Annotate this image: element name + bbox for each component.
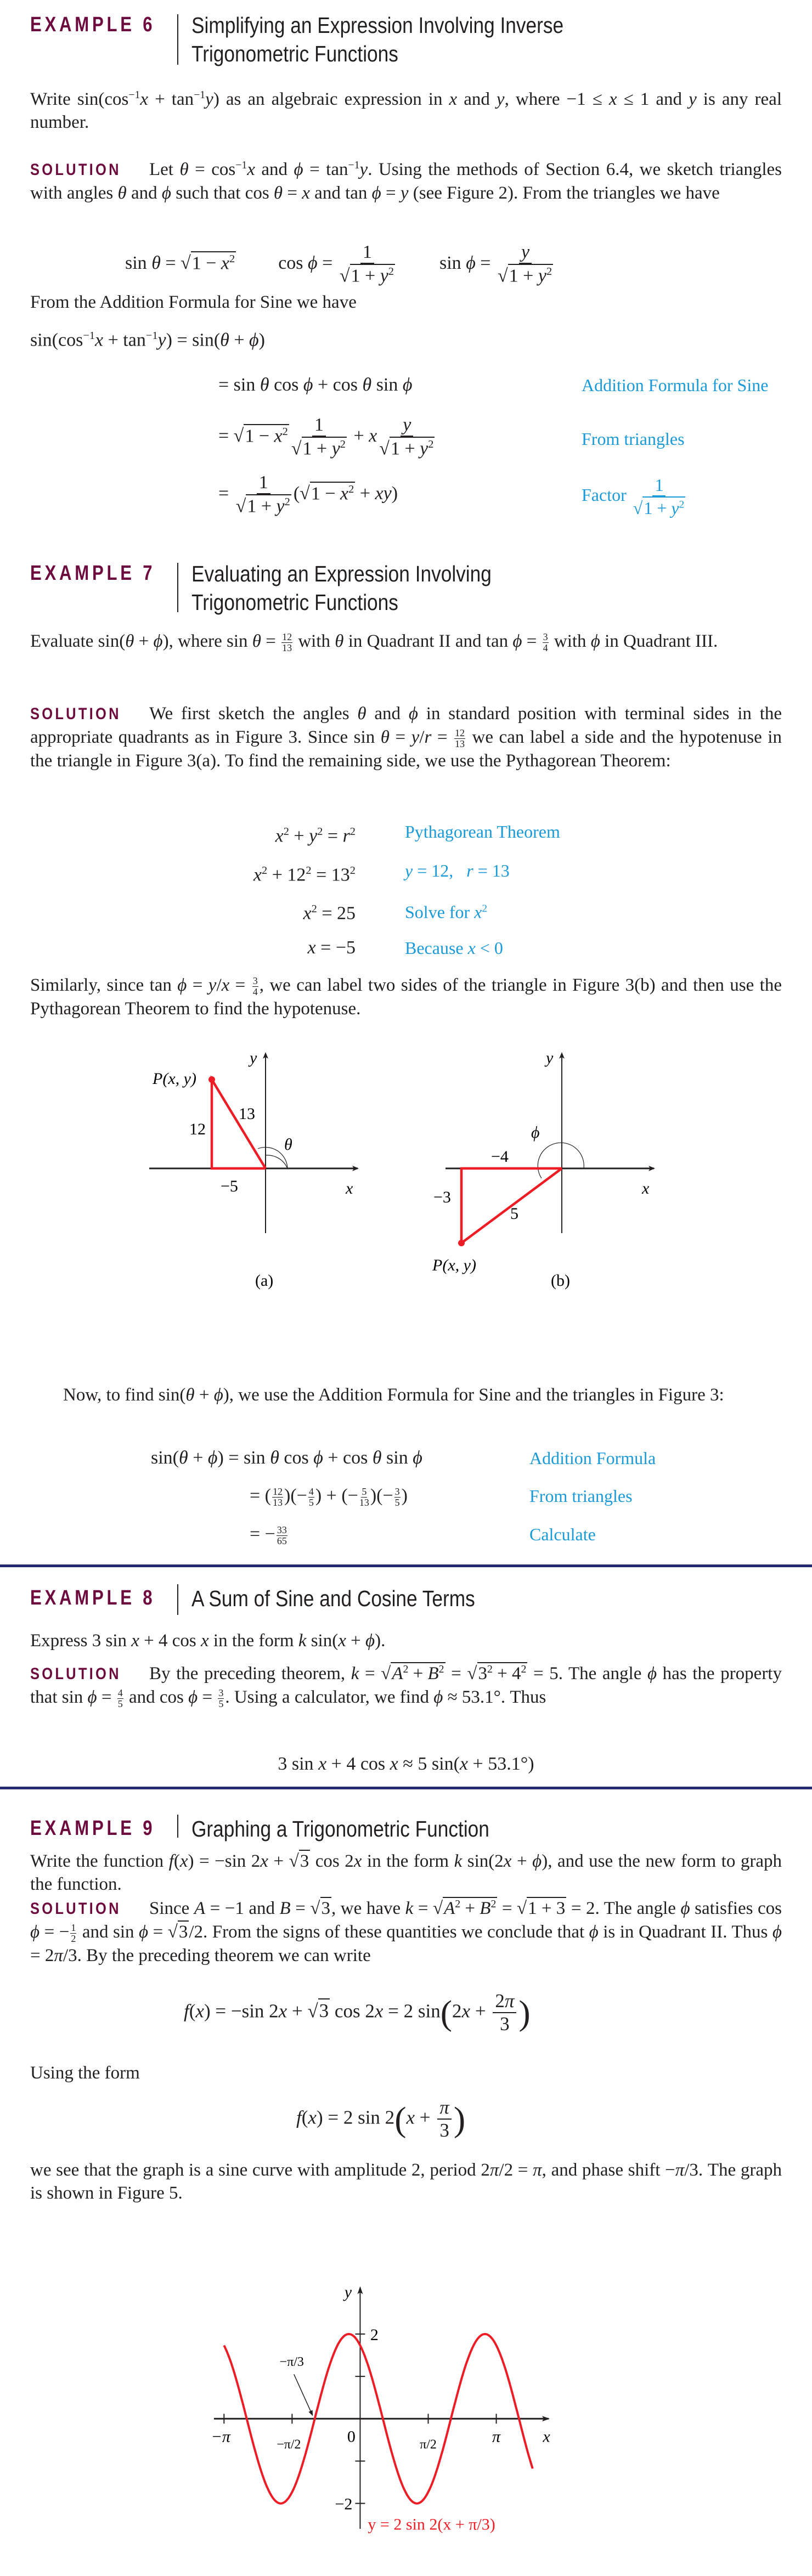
angle-phi-arc [538, 1143, 584, 1178]
side-neg3-label: −3 [433, 1188, 451, 1206]
example-7-header [30, 560, 540, 617]
example-9-label: EXAMPLE 9 [30, 1817, 156, 1840]
example-8-title: A Sum of Sine and Cosine Terms [191, 1586, 475, 1611]
x-axis-label: x [543, 2427, 550, 2446]
example-6-step-2: = $√1 - x^2$ $\frac{1}{√1 + y^2}$ + x $\frac{y}{√1 + y^2}$ [218, 414, 437, 460]
header-divider [177, 563, 178, 612]
final-step-1: = ( $\frac{12}{13}$ )(− $\frac{4}{5}$ ) + (− $\frac{5}{13}$ )(− $\frac{3}{5}$ ) [250, 1485, 408, 1508]
caption-b: (b) [551, 1272, 570, 1290]
example-7-now-text: Now, to find sin(θ + ϕ), we use the Addition Formula for Sine and the triangles in Figure 3: [63, 1385, 724, 1405]
example-6-solution: SOLUTION Let $\theta = \cos^{-1}x$ and $\phi = \tan^{-1}y$. Using the methods of Section 6.4, we sketch triangles with angles θ and ϕ such that cos θ = x and tan ϕ = y (see Figure 2). From the triangles we have [30, 159, 782, 203]
example-6-problem: Write $\sin(\cos^{-1}x + \tan^{-1}y)$ as an algebraic expression in x and y, where −1 ≤ x ≤ 1 and y is any real number. [30, 89, 782, 132]
caption-a: (a) [255, 1272, 274, 1290]
example-6-step-3: = $\frac{1}{√1 + y^2}$ $(√1 - x^2 + xy)$ [218, 472, 398, 518]
header-divider [177, 1584, 178, 1615]
point-p [208, 1076, 215, 1083]
example-9-using-form: Using the form [30, 2063, 140, 2083]
note-calculate: Calculate [529, 1524, 596, 1544]
section-rule [0, 1787, 812, 1789]
phi-label: ϕ [531, 1123, 540, 1142]
annotation-neg-pi-over-3: −π/3 [279, 2354, 304, 2369]
example-8-header [30, 1584, 521, 1615]
note-from-triangles-2: From triangles [529, 1486, 633, 1506]
figure-3a [149, 1049, 358, 1290]
note-y-r-values: y = 12, r = 13 [405, 861, 510, 880]
x-tick-label-zero: 0 [347, 2427, 356, 2446]
example-9-equation-2: f(x) = 2 sin 2(x + $\frac{\pi}{3}$ ) [296, 2097, 466, 2142]
x-tick-label-neg-pi: −π [211, 2427, 230, 2446]
example-6-label: EXAMPLE 6 [30, 13, 156, 36]
note-x-negative: Because x < 0 [405, 938, 503, 958]
y-axis-label: y [344, 2283, 352, 2301]
figure-3 [0, 1015, 812, 1388]
example-9-conclusion: we see that the graph is a sine curve with amplitude 2, period 2π/2 = π, and phase shift −π/3. The graph is shown in Figure 5. [30, 2160, 782, 2203]
header-divider [177, 14, 178, 65]
hypotenuse-5-label: 5 [510, 1205, 518, 1223]
hypotenuse-13-label: 13 [239, 1105, 255, 1123]
x-tick-label-pi-over-2: π/2 [420, 2437, 437, 2452]
example-7-solution: SOLUTION We first sketch the angles θ and ϕ in standard position with terminal sides in the appropriate quadrants as in Figure 3. Since sin θ = y/r = $\frac{12}{13}$ we can label a side and the hypotenuse in the triangle in Figure 3(a). To find the remaining side, we use the Pythagorean Theorem: [30, 704, 782, 771]
pyth-step-0: $x^2 + y^2 = r^2$ [275, 826, 356, 846]
header-divider [177, 1815, 178, 1838]
side-12-label: 12 [189, 1120, 206, 1138]
sin-theta-result: $\sin \theta = √1 - x^2$ [125, 253, 236, 273]
example-7-problem: Evaluate sin(θ + ϕ), where sin θ = $\frac{12}{13}$ with θ in Quadrant II and tan ϕ = $\frac{3}{4}$ with ϕ in Quadrant III. [30, 631, 718, 653]
y-tick-label-2: 2 [370, 2325, 379, 2344]
final-step-2: = − $\frac{33}{65}$ [250, 1524, 287, 1546]
pyth-step-2: $x^2 = 25$ [303, 903, 356, 924]
example-6-step-0: $\sin(\cos^{-1}x + \tan^{-1}y) = \sin(\theta + \phi)$ [30, 330, 265, 351]
example-6-step-1: = sin θ cos ϕ + cos θ sin ϕ [218, 375, 413, 395]
triangle-a [212, 1080, 266, 1168]
figure-5-chart [208, 2276, 560, 2540]
y-axis-label: y [250, 1049, 257, 1067]
note-addition-formula-sine: Addition Formula for Sine [582, 375, 769, 395]
theta-label: θ [284, 1136, 292, 1154]
point-label: P(x, y) [432, 1256, 476, 1274]
figure-3b [432, 1049, 654, 1290]
pyth-step-1: $x^2 + 12^2 = 13^2$ [253, 865, 356, 885]
x-axis-label: x [346, 1179, 353, 1197]
example-6-title: Simplifying an Expression Involving Inverse Trigonometric Functions [191, 13, 564, 66]
side-neg5-label: −5 [221, 1177, 238, 1195]
example-8-problem: Express 3 sin x + 4 cos x in the form k sin(x + ϕ). [30, 1631, 386, 1651]
example-8-result: 3 sin x + 4 cos x ≈ 5 sin(x + 53.1°) [278, 1754, 534, 1774]
sin-phi-result: sin ϕ = $\frac{y}{√1 + y^2}$ [439, 253, 555, 273]
example-6-transition: From the Addition Formula for Sine we have [30, 292, 357, 312]
triangle-results [125, 241, 555, 287]
note-pythagorean-theorem: Pythagorean Theorem [405, 822, 560, 841]
example-7-title: Evaluating an Expression Involving Trigonometric Functions [191, 561, 492, 615]
cos-phi-result: cos ϕ = $\frac{1}{√1 + y^2}$ [278, 253, 397, 273]
y-axis-label: y [546, 1049, 554, 1067]
example-9-problem: Write the function f(x) = −sin 2x + √3 cos 2x in the form k sin(2x + ϕ), and use the new form to graph the function. [30, 1850, 782, 1896]
y-tick-label-neg-2: −2 [335, 2495, 353, 2513]
solution-label: SOLUTION [30, 161, 121, 179]
example-7-similarly: Similarly, since tan ϕ = y/x = $\frac{3}{4}$ , we can label two sides of the triangle in Figure 3(b) and then use the Pythagorean Theorem to find the hypotenuse. [30, 975, 782, 1019]
annotation-arrow [294, 2374, 313, 2415]
solution-label: SOLUTION [30, 705, 121, 723]
example-9-solution: SOLUTION Since A = −1 and B = √3, we have $k = √A^2 + B^2 = √1 + 3 = 2$. The angle ϕ satisfies cos ϕ = − $\frac{1}{2}$ and sin ϕ = √3/2. From the signs of these quantities we conclude that ϕ is in Quadrant II. Thus ϕ = 2π/3. By the preceding theorem we can write [30, 1898, 782, 1965]
note-addition-formula: Addition Formula [529, 1448, 656, 1468]
x-axis-label: x [642, 1179, 650, 1197]
point-label: P(x, y) [153, 1070, 196, 1088]
example-8-solution: SOLUTION By the preceding theorem, $k = √A^2 + B^2 = √3^2 + 4^2 = 5$. The angle ϕ has the property that sin ϕ = $\frac{4}{5}$ and cos ϕ = $\frac{3}{5}$ . Using a calculator, we find ϕ ≈ 53.1°. Thus [30, 1663, 782, 1709]
solution-label: SOLUTION [30, 1900, 121, 1918]
example-6-header [30, 11, 624, 68]
pyth-step-3: x = −5 [307, 937, 356, 958]
solution-label: SOLUTION [30, 1665, 121, 1683]
point-p [458, 1240, 465, 1246]
final-step-0: sin(θ + ϕ) = sin θ cos ϕ + cos θ sin ϕ [151, 1448, 422, 1468]
note-factor: Factor $\frac{1}{√1 + y^2}$ [582, 475, 685, 518]
x-tick-label-neg-pi-over-2: −π/2 [277, 2437, 301, 2452]
example-9-title: Graphing a Trigonometric Function [191, 1816, 489, 1841]
x-tick-label-pi: π [492, 2427, 501, 2446]
example-9-header [30, 1815, 538, 1843]
section-rule [0, 1564, 812, 1567]
example-7-label: EXAMPLE 7 [30, 562, 156, 585]
side-neg4-label: −4 [491, 1148, 509, 1166]
curve-equation-label: y = 2 sin 2(x + π/3) [368, 2515, 495, 2534]
example-8-label: EXAMPLE 8 [30, 1586, 156, 1609]
example-9-equation-1: f(x) = −sin 2x + √3 cos 2x = 2 sin(2x + $\frac{2\pi}{3}$ ) [184, 1990, 531, 2035]
note-from-triangles: From triangles [582, 429, 685, 449]
note-solve-x2: Solve for $x^2$ [405, 902, 487, 922]
